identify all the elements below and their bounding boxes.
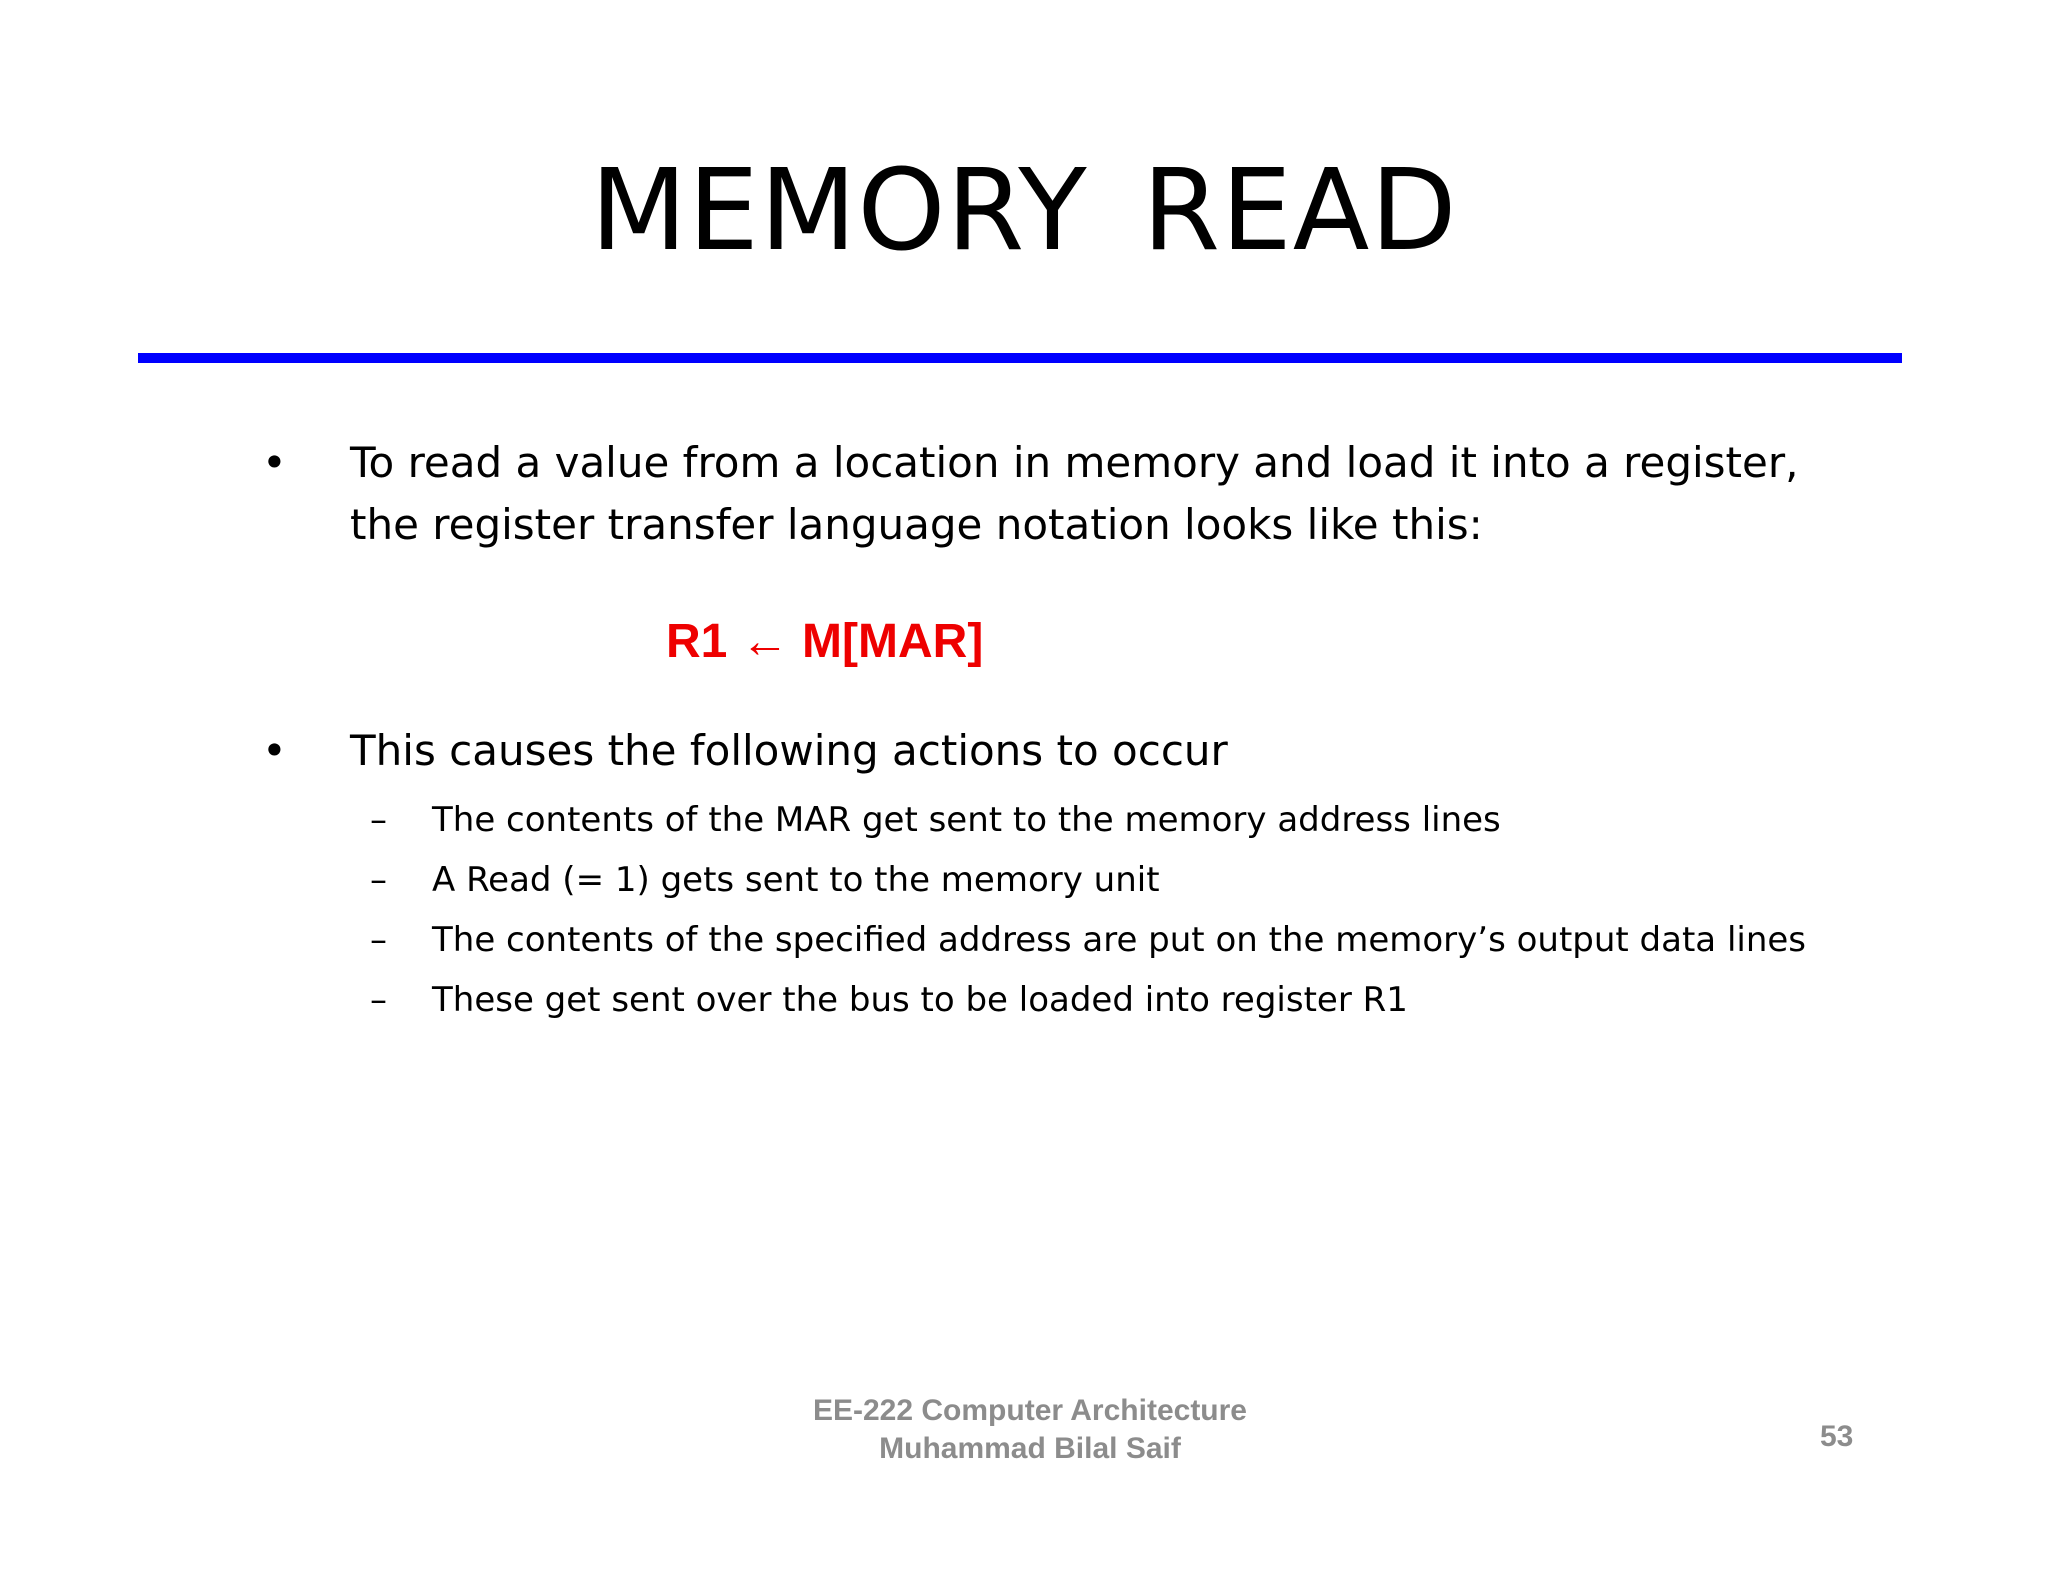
bullet-text: To read a value from a location in memory and load it into a register, the register transfer language notation looks like this: [350, 438, 1799, 549]
footer-course: EE-222 Computer Architecture [812, 1394, 1247, 1427]
sub-bullet-item [370, 790, 1850, 850]
sub-bullet-text: A Read (= 1) gets sent to the memory unit [432, 860, 1160, 900]
sub-bullet-item [370, 970, 1850, 1030]
sub-bullet-text: The contents of the specified address are put on the memory’s output data lines [432, 920, 1807, 960]
slide-footer [700, 1392, 1360, 1468]
bullet-marker: • [262, 438, 287, 487]
sub-bullet-item [370, 910, 1850, 970]
slide-title: MEMORY READ [590, 146, 1458, 276]
sub-bullet-marker: – [370, 860, 387, 900]
sub-bullet-marker: – [370, 920, 387, 960]
sub-bullet-marker: – [370, 980, 387, 1020]
sub-bullet-marker: – [370, 800, 387, 840]
rtl-formula: R1 ← M[MAR] [666, 615, 984, 668]
sub-bullet-list [370, 790, 1850, 1030]
bullet-text: This causes the following actions to occur [350, 726, 1228, 775]
sub-bullet-item [370, 850, 1850, 910]
footer-author: Muhammad Bilal Saif [879, 1432, 1181, 1465]
sub-bullet-text: These get sent over the bus to be loaded into register R1 [432, 980, 1408, 1020]
page-number: 53 [1820, 1420, 1854, 1453]
sub-bullet-text: The contents of the MAR get sent to the memory address lines [432, 800, 1501, 840]
bullet-marker: • [262, 726, 287, 775]
title-divider [138, 353, 1902, 363]
